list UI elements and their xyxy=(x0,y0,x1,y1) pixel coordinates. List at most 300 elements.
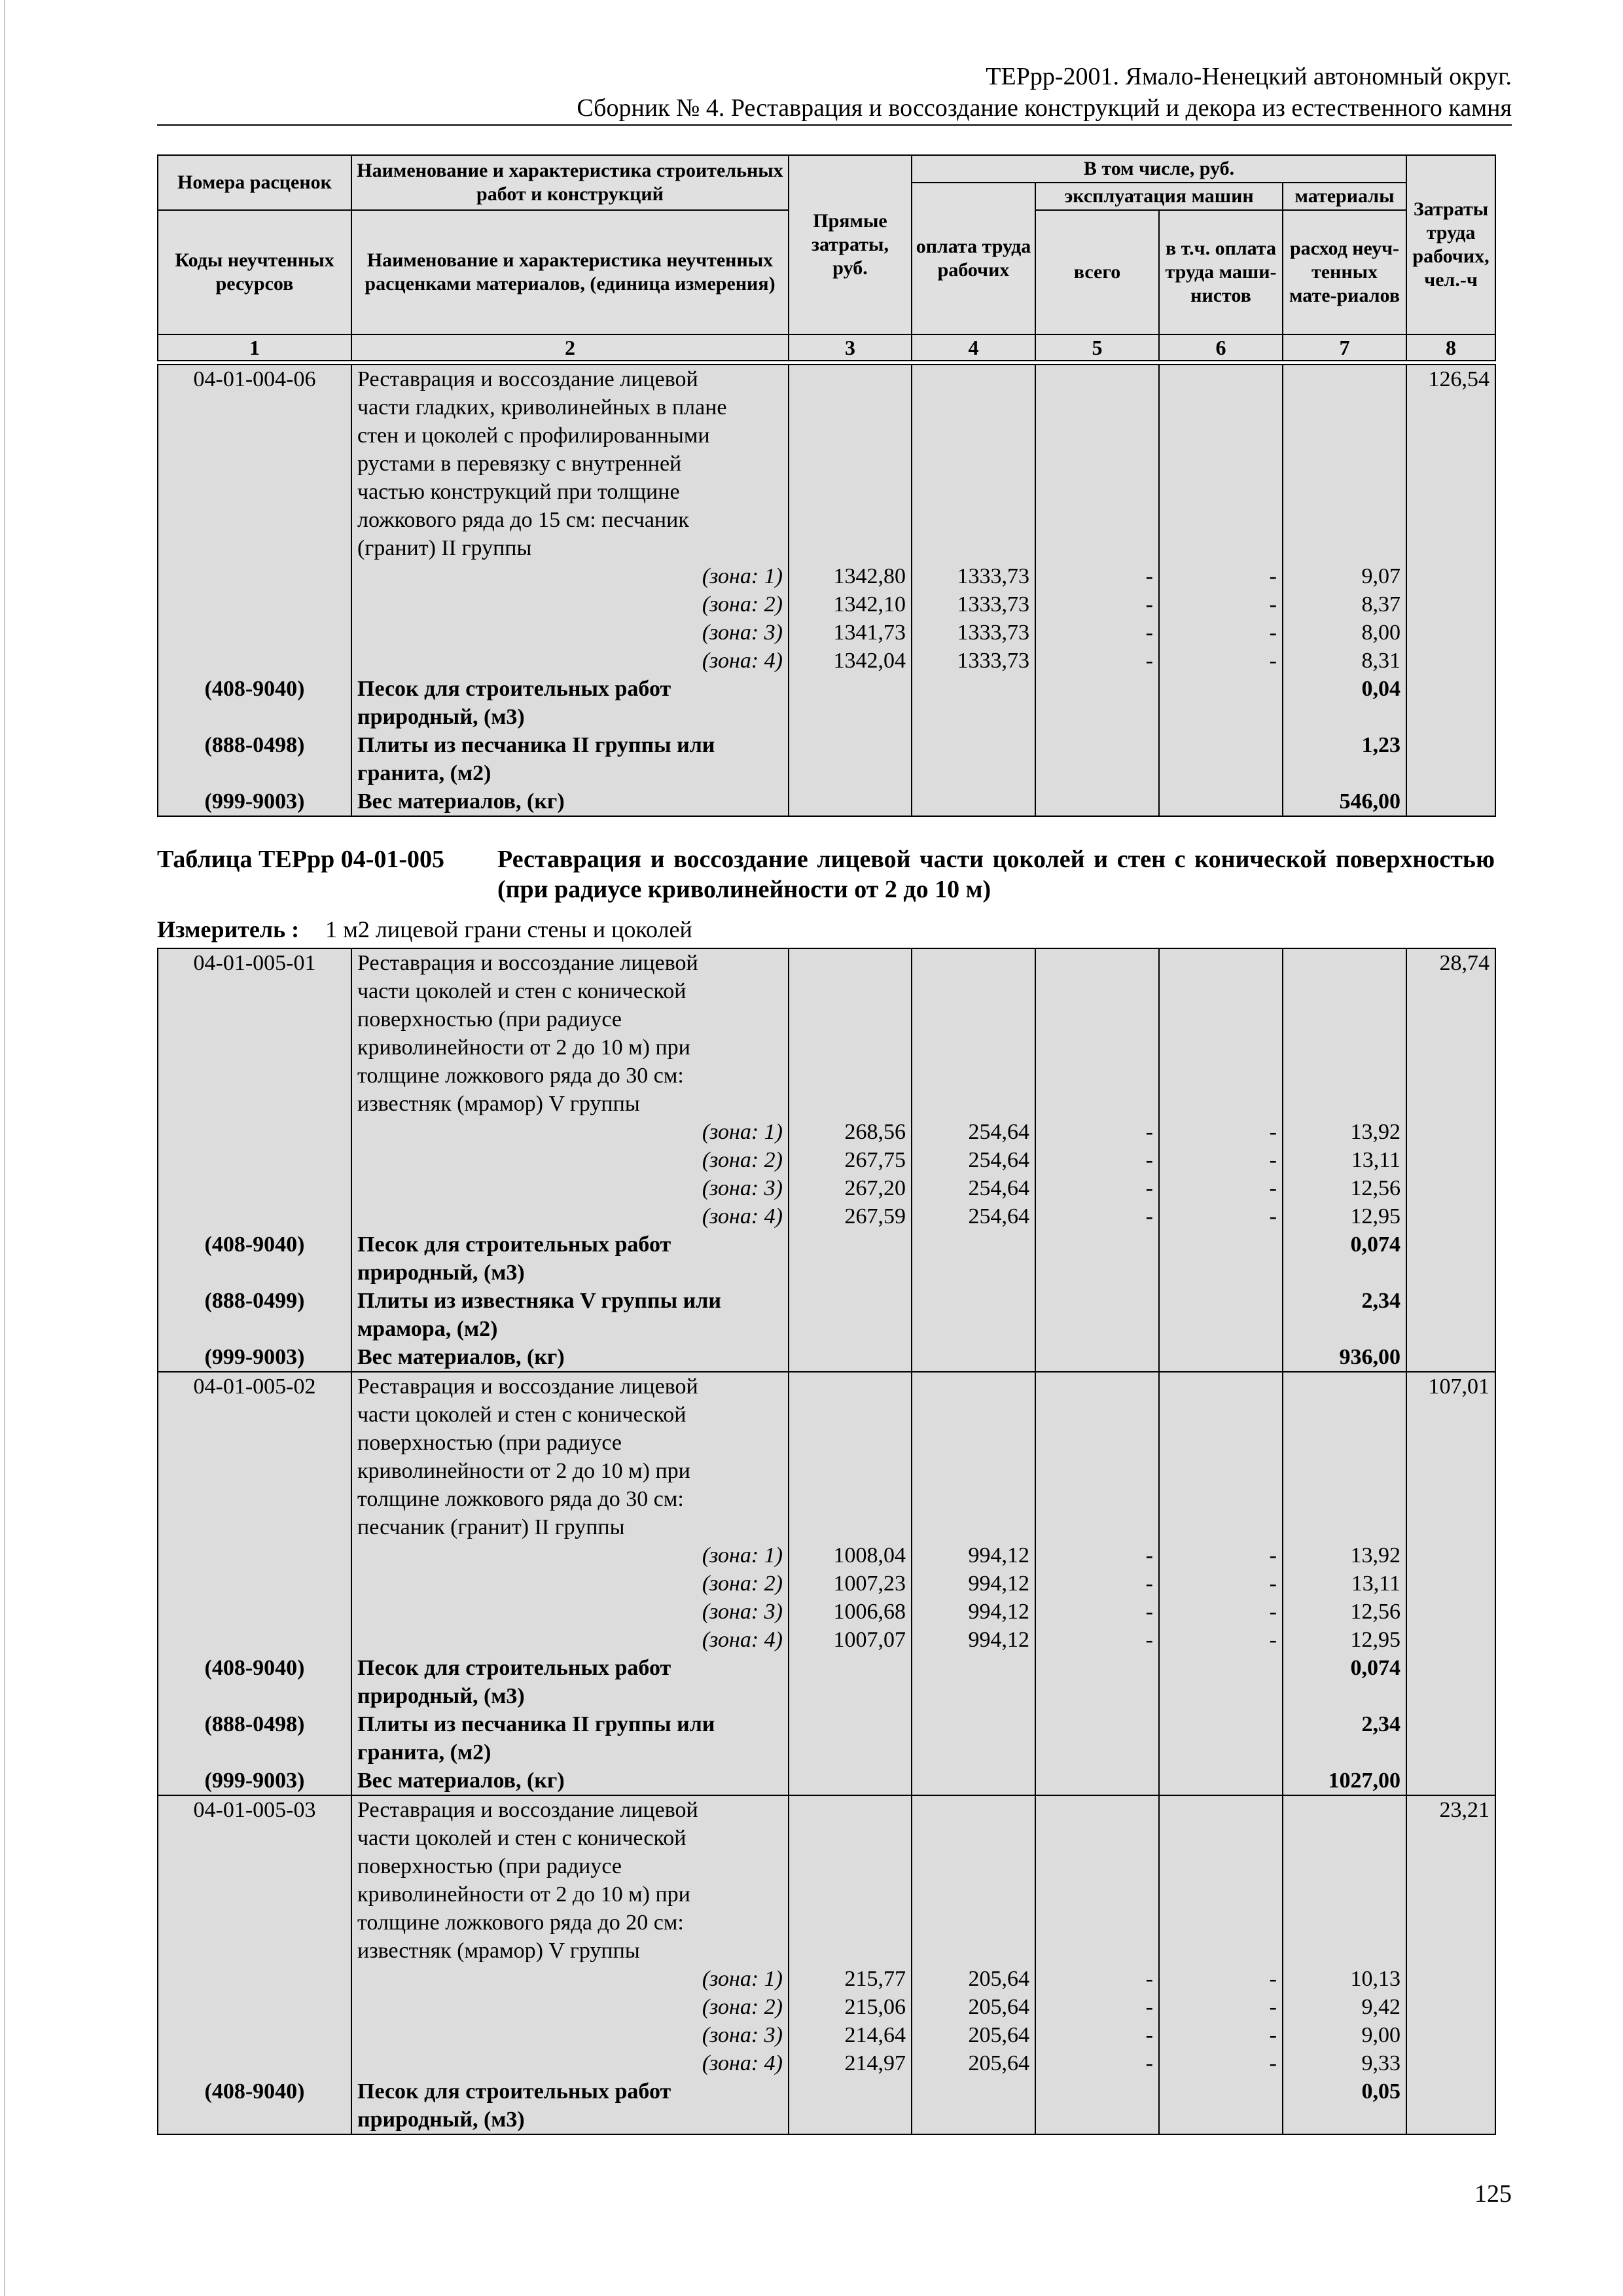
material-cost: 9,00 xyxy=(1283,2021,1406,2049)
material-cost: 10,13 xyxy=(1283,1965,1406,1993)
table-cell xyxy=(912,2106,1035,2134)
table-cell xyxy=(1283,365,1406,393)
resource-amount: 546,00 xyxy=(1283,787,1406,816)
table-cell xyxy=(1035,2077,1159,2106)
table-cell xyxy=(1159,1738,1283,1767)
table-cell xyxy=(912,948,1035,977)
table-cell xyxy=(1035,703,1159,731)
table-cell xyxy=(1283,703,1406,731)
rate-code: 04-01-004-06 xyxy=(158,365,351,393)
table-cell xyxy=(158,703,351,731)
table-cell xyxy=(1035,1654,1159,1682)
machinist-wage: - xyxy=(1159,1626,1283,1654)
column-number: 3 xyxy=(789,334,912,361)
resource-name: Песок для строительных работ xyxy=(351,2077,789,2106)
table-cell xyxy=(912,1090,1035,1118)
table-cell xyxy=(1406,534,1495,562)
direct-cost: 267,75 xyxy=(789,1146,912,1174)
table-cell xyxy=(789,1852,912,1880)
table-cell xyxy=(789,1710,912,1738)
worker-wage: 254,64 xyxy=(912,1174,1035,1202)
machinist-wage: - xyxy=(1159,1965,1283,1993)
zone-label: (зона: 2) xyxy=(351,1993,789,2021)
table-cell xyxy=(789,2106,912,2134)
table-cell xyxy=(1035,731,1159,759)
rate-desc-row xyxy=(158,365,1495,393)
labor-cost: 28,74 xyxy=(1406,948,1495,977)
machines-total: - xyxy=(1035,1202,1159,1230)
table-cell xyxy=(1035,1824,1159,1852)
table-cell xyxy=(1159,1090,1283,1118)
table-cell xyxy=(1159,1937,1283,1965)
table-cell xyxy=(1159,1485,1283,1513)
table-cell xyxy=(789,1287,912,1315)
resource-row xyxy=(158,1767,1495,1795)
material-cost: 13,92 xyxy=(1283,1118,1406,1146)
resource-name: природный, (м3) xyxy=(351,2106,789,2134)
material-cost: 8,31 xyxy=(1283,647,1406,675)
table-cell xyxy=(912,1372,1035,1401)
table-cell xyxy=(1159,1230,1283,1259)
table-cell xyxy=(158,1315,351,1343)
worker-wage: 1333,73 xyxy=(912,590,1035,619)
resource-name: Вес материалов, (кг) xyxy=(351,1343,789,1372)
resource-code: (408-9040) xyxy=(158,675,351,703)
material-cost: 13,11 xyxy=(1283,1570,1406,1598)
table-cell xyxy=(1159,1767,1283,1795)
table-cell xyxy=(158,590,351,619)
zone-row xyxy=(158,1541,1495,1570)
resource-row xyxy=(158,1682,1495,1710)
resource-row xyxy=(158,2077,1495,2106)
rate-description: части цоколей и стен с конической xyxy=(351,977,789,1005)
table-cell xyxy=(158,1457,351,1485)
zone-label: (зона: 4) xyxy=(351,1202,789,1230)
table-cell xyxy=(158,1738,351,1767)
rates-table-04-01-005 xyxy=(157,948,1496,2135)
rate-desc-row xyxy=(158,478,1495,506)
machines-total: - xyxy=(1035,2021,1159,2049)
table-cell xyxy=(789,1230,912,1259)
resource-name: гранита, (м2) xyxy=(351,1738,789,1767)
machines-total: - xyxy=(1035,1146,1159,1174)
header-rate-numbers: Номера расценок xyxy=(158,155,351,210)
table-cell xyxy=(1406,562,1495,590)
table-cell xyxy=(1406,619,1495,647)
header-direct-costs: Прямые затраты, руб. xyxy=(789,155,912,334)
resource-amount: 0,05 xyxy=(1283,2077,1406,2106)
table-cell xyxy=(789,1795,912,1824)
table-cell xyxy=(1035,1880,1159,1909)
machines-total: - xyxy=(1035,2049,1159,2077)
zone-row xyxy=(158,1965,1495,1993)
table-cell xyxy=(1406,1570,1495,1598)
table-cell xyxy=(912,1429,1035,1457)
table-cell xyxy=(1283,1880,1406,1909)
table-cell xyxy=(1035,1230,1159,1259)
table-cell xyxy=(789,1513,912,1541)
zone-label: (зона: 4) xyxy=(351,647,789,675)
table-cell xyxy=(1159,1343,1283,1372)
table-cell xyxy=(158,1259,351,1287)
table-cell xyxy=(1406,1202,1495,1230)
table-cell xyxy=(158,1570,351,1598)
rate-desc-row xyxy=(158,450,1495,478)
table-cell xyxy=(1035,1852,1159,1880)
table-cell xyxy=(1406,2106,1495,2134)
material-cost: 9,33 xyxy=(1283,2049,1406,2077)
rate-description: стен и цоколей с профилированными xyxy=(351,422,789,450)
table-cell xyxy=(1406,1852,1495,1880)
table-cell xyxy=(1159,1033,1283,1062)
table-cell xyxy=(789,1457,912,1485)
header-machines-total: всего xyxy=(1035,210,1159,334)
table-cell xyxy=(1035,1682,1159,1710)
table-cell xyxy=(912,1909,1035,1937)
zone-label: (зона: 3) xyxy=(351,1174,789,1202)
table-cell xyxy=(1406,1174,1495,1202)
table-cell xyxy=(1159,731,1283,759)
rate-desc-row xyxy=(158,1880,1495,1909)
table-cell xyxy=(789,759,912,787)
table-cell xyxy=(1283,1824,1406,1852)
table-cell xyxy=(1159,787,1283,816)
rate-desc-row xyxy=(158,1090,1495,1118)
running-header-line1: ТЕРрр-2001. Ямало-Ненецкий автономный округ. xyxy=(986,63,1512,90)
material-cost: 9,07 xyxy=(1283,562,1406,590)
table-cell xyxy=(789,1937,912,1965)
table-cell xyxy=(1035,422,1159,450)
table-cell xyxy=(1035,977,1159,1005)
measure-value: 1 м2 лицевой грани стены и цоколей xyxy=(325,916,692,942)
table-cell xyxy=(1159,1513,1283,1541)
worker-wage: 1333,73 xyxy=(912,619,1035,647)
table-cell xyxy=(1283,1372,1406,1401)
table-cell xyxy=(1406,1005,1495,1033)
rate-description: Реставрация и воссоздание лицевой xyxy=(351,1795,789,1824)
resource-code: (999-9003) xyxy=(158,1343,351,1372)
table-cell xyxy=(1035,787,1159,816)
table-cell xyxy=(912,1005,1035,1033)
table-cell xyxy=(912,422,1035,450)
resource-row xyxy=(158,1738,1495,1767)
table-cell xyxy=(1283,506,1406,534)
table-cell xyxy=(1406,647,1495,675)
column-number: 8 xyxy=(1406,334,1495,361)
column-number: 2 xyxy=(351,334,789,361)
table-cell xyxy=(912,1824,1035,1852)
resource-amount: 2,34 xyxy=(1283,1710,1406,1738)
table-cell xyxy=(1035,365,1159,393)
table-cell xyxy=(158,534,351,562)
material-cost: 12,95 xyxy=(1283,1202,1406,1230)
rate-desc-row xyxy=(158,1372,1495,1401)
rate-description: известняк (мрамор) V группы xyxy=(351,1090,789,1118)
direct-cost: 215,06 xyxy=(789,1993,912,2021)
table-cell xyxy=(1035,1287,1159,1315)
table-cell xyxy=(158,562,351,590)
table-cell xyxy=(1035,2106,1159,2134)
table-cell xyxy=(789,1824,912,1852)
zone-label: (зона: 3) xyxy=(351,2021,789,2049)
table-cell xyxy=(1159,1824,1283,1852)
table-cell xyxy=(912,1937,1035,1965)
page-number: 125 xyxy=(1474,2180,1512,2208)
resource-code: (888-0498) xyxy=(158,731,351,759)
table-cell xyxy=(789,703,912,731)
table-cell xyxy=(1283,1937,1406,1965)
table-cell xyxy=(1035,1710,1159,1738)
table-cell xyxy=(1035,1738,1159,1767)
table-cell xyxy=(1283,2106,1406,2134)
resource-code: (408-9040) xyxy=(158,1230,351,1259)
table-cell xyxy=(1406,1513,1495,1541)
resource-name: мрамора, (м2) xyxy=(351,1315,789,1343)
table-cell xyxy=(158,1937,351,1965)
rate-description: криволинейности от 2 до 10 м) при xyxy=(351,1457,789,1485)
rate-description: Реставрация и воссоздание лицевой xyxy=(351,948,789,977)
rate-description: поверхностью (при радиусе xyxy=(351,1429,789,1457)
table-cell xyxy=(1159,703,1283,731)
table-cell xyxy=(158,1513,351,1541)
rate-desc-row xyxy=(158,1795,1495,1824)
table-cell xyxy=(1159,422,1283,450)
resource-name: Плиты из известняка V группы или xyxy=(351,1287,789,1315)
rate-description: криволинейности от 2 до 10 м) при xyxy=(351,1033,789,1062)
table-cell xyxy=(1159,1710,1283,1738)
table-cell xyxy=(912,1259,1035,1287)
rate-desc-row xyxy=(158,1909,1495,1937)
worker-wage: 205,64 xyxy=(912,1993,1035,2021)
table-cell xyxy=(789,2077,912,2106)
rate-desc-row xyxy=(158,1033,1495,1062)
table-cell xyxy=(789,1090,912,1118)
table-cell xyxy=(912,1457,1035,1485)
table-cell xyxy=(158,759,351,787)
table-cell xyxy=(1406,1457,1495,1485)
rate-desc-row xyxy=(158,1005,1495,1033)
table-cell xyxy=(912,1682,1035,1710)
table-cell xyxy=(1406,977,1495,1005)
resource-code: (888-0498) xyxy=(158,1710,351,1738)
zone-row xyxy=(158,1570,1495,1598)
table-cell xyxy=(1035,534,1159,562)
worker-wage: 254,64 xyxy=(912,1146,1035,1174)
table-cell xyxy=(789,1372,912,1401)
resource-row xyxy=(158,787,1495,816)
resource-name: гранита, (м2) xyxy=(351,759,789,787)
material-cost: 13,92 xyxy=(1283,1541,1406,1570)
rate-desc-row xyxy=(158,1485,1495,1513)
rate-desc-row xyxy=(158,1457,1495,1485)
table-cell xyxy=(912,1033,1035,1062)
direct-cost: 1007,23 xyxy=(789,1570,912,1598)
direct-cost: 214,64 xyxy=(789,2021,912,2049)
direct-cost: 268,56 xyxy=(789,1118,912,1146)
table-cell xyxy=(1406,1230,1495,1259)
labor-cost: 126,54 xyxy=(1406,365,1495,393)
table-cell xyxy=(789,1880,912,1909)
table-cell xyxy=(1283,1315,1406,1343)
machines-total: - xyxy=(1035,1993,1159,2021)
table-cell xyxy=(158,1909,351,1937)
table-cell xyxy=(158,2021,351,2049)
table-cell xyxy=(1159,759,1283,787)
rate-description: криволинейности от 2 до 10 м) при xyxy=(351,1880,789,1909)
rate-description: (гранит) II группы xyxy=(351,534,789,562)
worker-wage: 1333,73 xyxy=(912,647,1035,675)
table-cell xyxy=(1406,393,1495,422)
table-cell xyxy=(1035,1372,1159,1401)
table-cell xyxy=(1035,1429,1159,1457)
table-cell xyxy=(1406,1767,1495,1795)
direct-cost: 1008,04 xyxy=(789,1541,912,1570)
table-cell xyxy=(1035,1259,1159,1287)
rate-desc-row xyxy=(158,977,1495,1005)
resource-row xyxy=(158,759,1495,787)
table-cell xyxy=(158,506,351,534)
table-cell xyxy=(912,787,1035,816)
machinist-wage: - xyxy=(1159,590,1283,619)
zone-label: (зона: 3) xyxy=(351,619,789,647)
table-cell xyxy=(158,450,351,478)
table-cell xyxy=(1035,1767,1159,1795)
table-cell xyxy=(1406,2021,1495,2049)
table-cell xyxy=(1159,1429,1283,1457)
table-cell xyxy=(789,1738,912,1767)
machines-total: - xyxy=(1035,1541,1159,1570)
material-cost: 8,37 xyxy=(1283,590,1406,619)
table-cell xyxy=(1035,1937,1159,1965)
table-cell xyxy=(1406,1909,1495,1937)
table-caption: Реставрация и воссоздание лицевой части цоколей и стен с конической поверхностью (при радиусе криволинейности от 2 до 10 м) xyxy=(497,846,1495,903)
table-cell xyxy=(912,506,1035,534)
table-cell xyxy=(1283,1795,1406,1824)
rate-description: Реставрация и воссоздание лицевой xyxy=(351,1372,789,1401)
direct-cost: 267,20 xyxy=(789,1174,912,1202)
header-worker-wages: оплата труда рабочих xyxy=(912,183,1035,334)
machinist-wage: - xyxy=(1159,1174,1283,1202)
machinist-wage: - xyxy=(1159,2049,1283,2077)
table-cell xyxy=(789,977,912,1005)
rate-description: частью конструкций при толщине xyxy=(351,478,789,506)
header-material-names: Наименование и характеристика неучтенных расценками материалов, (единица измерения) xyxy=(351,210,789,334)
resource-name: природный, (м3) xyxy=(351,703,789,731)
rate-desc-row xyxy=(158,1429,1495,1457)
column-header-table xyxy=(157,154,1496,361)
table-cell xyxy=(1035,1343,1159,1372)
machines-total: - xyxy=(1035,590,1159,619)
table-cell xyxy=(1159,1259,1283,1287)
table-cell xyxy=(912,1230,1035,1259)
table-cell xyxy=(912,534,1035,562)
direct-cost: 1006,68 xyxy=(789,1598,912,1626)
table-cell xyxy=(158,1033,351,1062)
table-cell xyxy=(158,1880,351,1909)
table-cell xyxy=(789,1343,912,1372)
machines-total: - xyxy=(1035,619,1159,647)
resource-row xyxy=(158,703,1495,731)
table-cell xyxy=(158,1626,351,1654)
table-cell xyxy=(158,1541,351,1570)
table-cell xyxy=(158,1682,351,1710)
rate-description: части гладких, криволинейных в плане xyxy=(351,393,789,422)
table-cell xyxy=(1406,2049,1495,2077)
worker-wage: 1333,73 xyxy=(912,562,1035,590)
table-cell xyxy=(1283,977,1406,1005)
table-cell xyxy=(1283,450,1406,478)
table-cell xyxy=(1283,1401,1406,1429)
resource-code: (999-9003) xyxy=(158,1767,351,1795)
table-cell xyxy=(789,450,912,478)
machines-total: - xyxy=(1035,1965,1159,1993)
table-cell xyxy=(1035,1315,1159,1343)
machines-total: - xyxy=(1035,1598,1159,1626)
table-cell xyxy=(912,393,1035,422)
zone-label: (зона: 1) xyxy=(351,562,789,590)
table-cell xyxy=(1035,1062,1159,1090)
table-cell xyxy=(1406,1033,1495,1062)
resource-amount: 1027,00 xyxy=(1283,1767,1406,1795)
rate-desc-row xyxy=(158,1937,1495,1965)
header-resource-codes: Коды неучтенных ресурсов xyxy=(158,210,351,334)
resource-row xyxy=(158,1654,1495,1682)
table-cell xyxy=(1406,590,1495,619)
table-cell xyxy=(1406,1993,1495,2021)
machinist-wage: - xyxy=(1159,1993,1283,2021)
table-cell xyxy=(1406,703,1495,731)
measure-label: Измеритель : xyxy=(157,916,300,942)
header-machine-operation: эксплуатация машин xyxy=(1035,183,1283,210)
table-cell xyxy=(1035,1909,1159,1937)
zone-row xyxy=(158,1993,1495,2021)
table-cell xyxy=(1035,948,1159,977)
machines-total: - xyxy=(1035,1570,1159,1598)
table-cell xyxy=(1283,1682,1406,1710)
zone-row xyxy=(158,1202,1495,1230)
table-cell xyxy=(1406,1343,1495,1372)
table-cell xyxy=(1159,1005,1283,1033)
table-cell xyxy=(1283,1909,1406,1937)
table-cell xyxy=(1159,450,1283,478)
table-cell xyxy=(912,1852,1035,1880)
table-cell xyxy=(789,1033,912,1062)
table-cell xyxy=(1406,1937,1495,1965)
table-cell xyxy=(789,506,912,534)
table-cell xyxy=(158,393,351,422)
table-cell xyxy=(789,1005,912,1033)
machinist-wage: - xyxy=(1159,1541,1283,1570)
table-cell xyxy=(1283,1485,1406,1513)
table-cell xyxy=(1035,675,1159,703)
zone-label: (зона: 2) xyxy=(351,1146,789,1174)
table-cell xyxy=(789,1401,912,1429)
resource-code: (408-9040) xyxy=(158,2077,351,2106)
table-cell xyxy=(158,1598,351,1626)
worker-wage: 205,64 xyxy=(912,1965,1035,1993)
table-cell xyxy=(1283,948,1406,977)
rate-code: 04-01-005-02 xyxy=(158,1372,351,1401)
direct-cost: 1341,73 xyxy=(789,619,912,647)
header-labor-costs: Затраты труда рабочих, чел.-ч xyxy=(1406,155,1495,334)
header-machinist-wages: в т.ч. оплата труда маши-нистов xyxy=(1159,210,1283,334)
rate-description: толщине ложкового ряда до 20 см: xyxy=(351,1909,789,1937)
table-cell xyxy=(1159,506,1283,534)
machinist-wage: - xyxy=(1159,619,1283,647)
table-cell xyxy=(1406,1598,1495,1626)
material-cost: 8,00 xyxy=(1283,619,1406,647)
table-cell xyxy=(1283,422,1406,450)
